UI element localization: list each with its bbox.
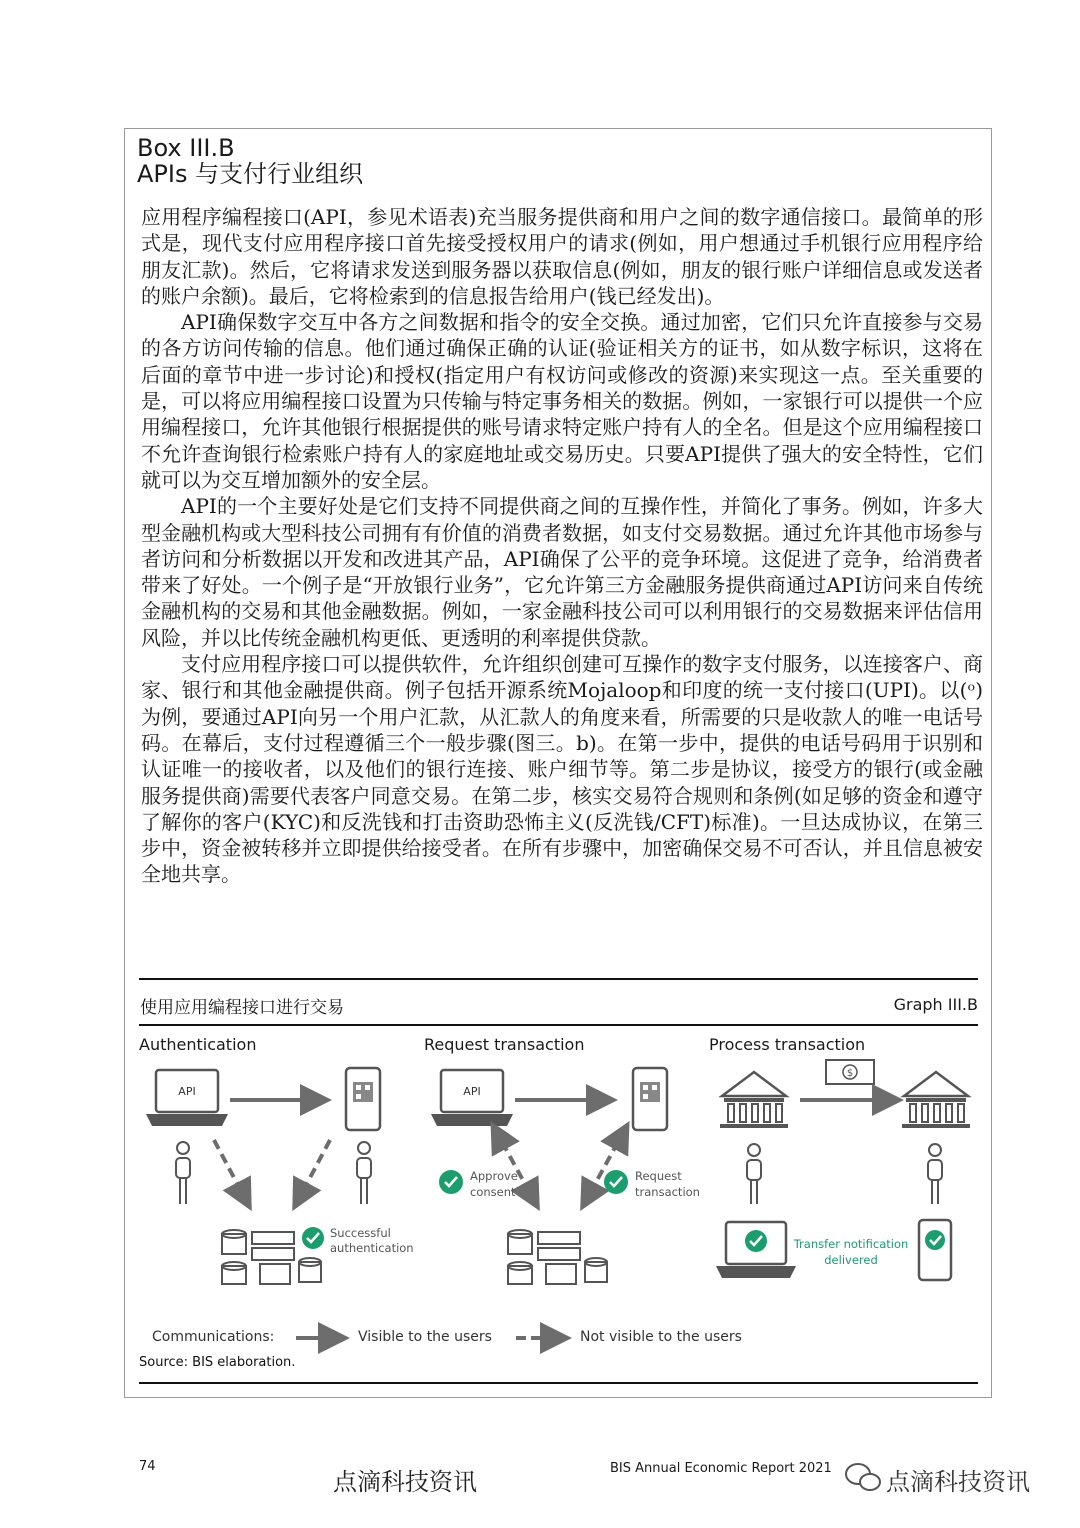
check-label: consent xyxy=(470,1185,516,1199)
server-icon xyxy=(508,1230,607,1284)
laptop-api-label: API xyxy=(463,1085,481,1098)
graph-title: 使用应用编程接口进行交易 xyxy=(140,998,344,1018)
check-label: transaction xyxy=(635,1185,700,1199)
laptop-icon xyxy=(431,1070,513,1126)
paragraph: API确保数字交互中各方之间数据和指令的安全交换。通过加密，它们只允许直接参与交易的各方访问传输的信息。他们通过确保正确的认证(验证相关方的证书，如从数字标识，这将在后面的章节中进一步讨论)和授权(指定用户有权访问或修改的资源)来实现这一点。至关重要的是，可以将应用编程接口设置为只传输与特定事务相关的数据。例如，一家银行可以提供一个应用编程接口，允许其他银行根据提供的账号请求特定账户持有人的全名。但是这个应用编程接口不允许查询银行检索账户持有人的家庭地址或交易历史。只要API提供了强大的安全特性，它们就可以为交互增加额外的安全层。 xyxy=(141,310,983,492)
check-icon xyxy=(302,1227,324,1249)
legend-label: Communications: xyxy=(152,1329,275,1345)
graph-id: Graph III.B xyxy=(893,995,978,1014)
watermark-text: 点滴科技资讯 xyxy=(886,1468,1030,1496)
person-icon xyxy=(747,1144,761,1204)
legend-visible: Visible to the users xyxy=(358,1329,492,1345)
panel-title-request: Request transaction xyxy=(424,1035,585,1054)
banknote-icon xyxy=(826,1060,874,1084)
check-icon xyxy=(925,1230,945,1250)
bank-icon xyxy=(720,1072,788,1128)
source-note: Source: BIS elaboration. xyxy=(139,1355,296,1370)
laptop-api-label: API xyxy=(178,1085,196,1098)
check-label: Successful xyxy=(330,1226,391,1240)
panel-title-authentication: Authentication xyxy=(139,1035,257,1054)
watermark-text: 点滴科技资讯 xyxy=(333,1468,477,1496)
box-label: Box III.B xyxy=(137,134,235,162)
smartphone-icon xyxy=(919,1220,951,1280)
smartphone-icon xyxy=(346,1068,380,1130)
smartphone-icon xyxy=(633,1068,667,1130)
page-number: 74 xyxy=(139,1459,156,1474)
person-icon xyxy=(176,1142,190,1204)
paragraph: API的一个主要好处是它们支持不同提供商之间的互操作性，并简化了事务。例如，许多大型金融机构或大型科技公司拥有有价值的消费者数据，如支付交易数据。通过允许其他市场参与者访问和分析数据以开发和改进其产品，API确保了公平的竞争环境。这促进了竞争，给消费者带来了好处。一个例子是“开放银行业务”，它允许第三方金融服务提供商通过API访问来自传统金融机构的交易和其他金融数据。例如，一家金融科技公司可以利用银行的交易数据来评估信用风险，并以比传统金融机构更低、更透明的利率提供贷款。 xyxy=(141,494,983,650)
wechat-icon xyxy=(846,1464,880,1490)
person-icon xyxy=(928,1144,942,1204)
check-icon xyxy=(439,1170,463,1194)
transfer-note: delivered xyxy=(824,1253,878,1267)
laptop-icon xyxy=(716,1222,796,1278)
transfer-note: Transfer notification xyxy=(793,1237,909,1251)
check-label: Approve xyxy=(470,1169,518,1183)
graph-bottom-rule xyxy=(139,1382,978,1384)
laptop-icon xyxy=(146,1070,228,1126)
arrow-not-visible xyxy=(214,1140,248,1204)
report-title: BIS Annual Economic Report 2021 xyxy=(610,1461,832,1476)
check-icon xyxy=(604,1170,628,1194)
legend-not-visible: Not visible to the users xyxy=(580,1329,742,1345)
paragraph: 支付应用程序接口可以提供软件，允许组织创建可互操作的数字支付服务，以连接客户、商家、银行和其他金融提供商。例子包括开源系统Mojaloop和印度的统一支付接口(UPI)。以(ᵒ)为例，要通过API向另一个用户汇款，从汇款人的角度来看，所需要的只是收款人的唯一电话号码。在幕后，支付过程遵循三个一般步骤(图三。b)。在第一步中，提供的电话号码用于识别和认证唯一的接收者，以及他们的银行连接、账户细节等。第二步是协议，接受方的银行(或金融服务提供商)需要代表客户同意交易。在第二步，核实交易符合规则和条例(如足够的资金和遵守了解你的客户(KYC)和反洗钱和打击资助恐怖主义(反洗钱/CFT)标准)。一旦达成协议，在第三步中，资金被转移并立即提供给接受者。在所有步骤中，加密确保交易不可否认，并且信息被安全地共享。 xyxy=(141,652,983,887)
panel-title-process: Process transaction xyxy=(709,1035,866,1054)
bank-icon xyxy=(902,1072,970,1128)
box-title: APIs 与支付行业组织 xyxy=(137,160,364,188)
check-label: Request xyxy=(635,1169,682,1183)
arrow-not-visible xyxy=(296,1140,330,1204)
svg-text:$: $ xyxy=(846,1068,854,1079)
person-icon xyxy=(357,1142,371,1204)
check-label: authentication xyxy=(330,1241,414,1255)
paragraph: 应用程序编程接口(API，参见术语表)充当服务提供商和用户之间的数字通信接口。最简单的形式是，现代支付应用程序接口首先接受授权用户的请求(例如，用户想通过手机银行应用程序给朋友汇款)。然后，它将请求发送到服务器以获取信息(例如，朋友的银行账户详细信息或发送者的账户余额)。最后，它将检索到的信息报告给用户(钱已经发出)。 xyxy=(141,205,983,308)
